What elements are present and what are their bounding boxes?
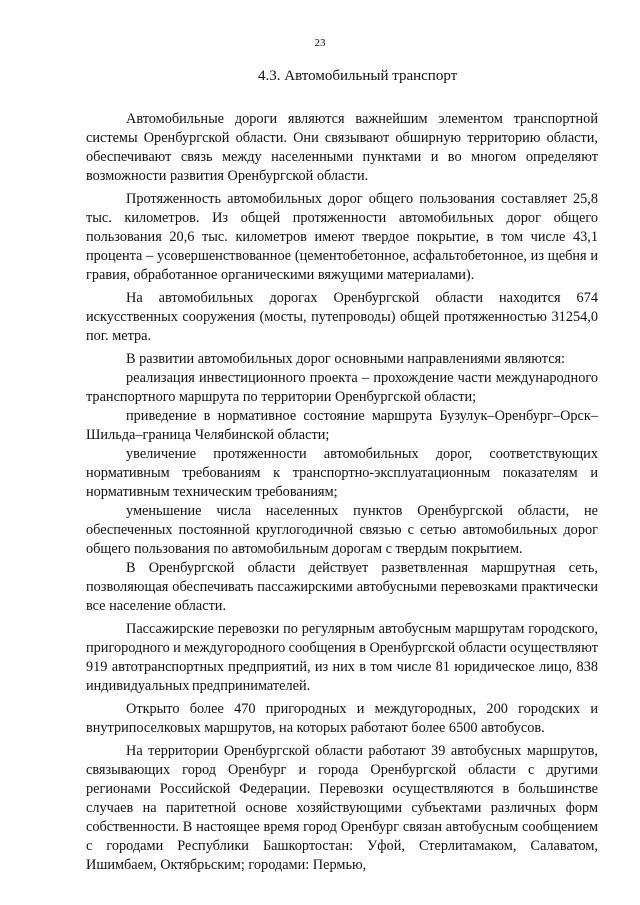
list-item: реализация инвестиционного проекта – прохождение части международного транспортного маршрута по территории Оренбургской области; <box>86 370 598 405</box>
paragraph: Пассажирские перевозки по регулярным автобусным маршрутам городского, пригородного и междугородного сообщения в Оренбургской области осуществляют 919 автотранспортных предприятий, из них в том числе 81 юридическое лицо, 838 индивидуальных предпринимателей. <box>86 621 598 694</box>
section-heading: 4.3. Автомобильный транспорт <box>258 68 458 84</box>
paragraph: В развитии автомобильных дорог основными направлениями являются: <box>126 351 566 367</box>
body-text <box>86 110 598 875</box>
paragraph: Протяженность автомобильных дорог общего пользования составляет 25,8 тыс. километров. Из общей протяженности автомобильных дорог общего пользования 20,6 тыс. километров имеют твердое покрытие, в том числе 43,1 процента – усовершенствованное (цементобетонное, асфальтобетонное, из щебня и гравия, обработанное органическими вяжущими материалами). <box>86 191 598 283</box>
list-item: уменьшение числа населенных пунктов Оренбургской области, не обеспеченных постоянной круглогодичной связью с сетью автомобильных дорог общего пользования по автомобильным дорогам с твердым покрытием. <box>86 503 598 557</box>
paragraph: На территории Оренбургской области работают 39 автобусных маршрутов, связывающих город Оренбург и города Оренбургской области с другими регионами Российской Федерации. Перевозки осуществляются в большинстве случаев на паритетной основе хозяйствующими субъектами различных форм собственности. В настоящее время город Оренбург связан автобусным сообщением с городами Республики Башкортостан: Уфой, Стерлитамаком, Салаватом, Ишимбаем, Октябрьским; городами: Пермью, <box>86 743 598 873</box>
paragraph: Открыто более 470 пригородных и междугородных, 200 городских и внутрипоселковых маршрутов, на которых работают более 6500 автобусов. <box>86 701 598 736</box>
paragraph: В Оренбургской области действует разветвленная маршрутная сеть, позволяющая обеспечивать пассажирскими автобусными перевозками практически все население области. <box>86 560 598 614</box>
paragraph: На автомобильных дорогах Оренбургской области находится 674 искусственных сооружения (мосты, путепроводы) общей протяженностью 31254,0 пог. метра. <box>86 290 598 344</box>
paragraph: Автомобильные дороги являются важнейшим элементом транспортной системы Оренбургской области. Они связывают обширную территорию области, обеспечивают связь между населенными пунктами и во многом определяют возможности развития Оренбургской области. <box>86 111 598 184</box>
list-item: увеличение протяженности автомобильных дорог, соответствующих нормативным требованиям к транспортно-эксплуатационным показателям и нормативным техническим требованиям; <box>86 446 598 500</box>
page-number: 23 <box>314 37 326 49</box>
list-item: приведение в нормативное состояние маршрута Бузулук–Оренбург–Орск–Шильда–граница Челябинской области; <box>86 408 598 443</box>
